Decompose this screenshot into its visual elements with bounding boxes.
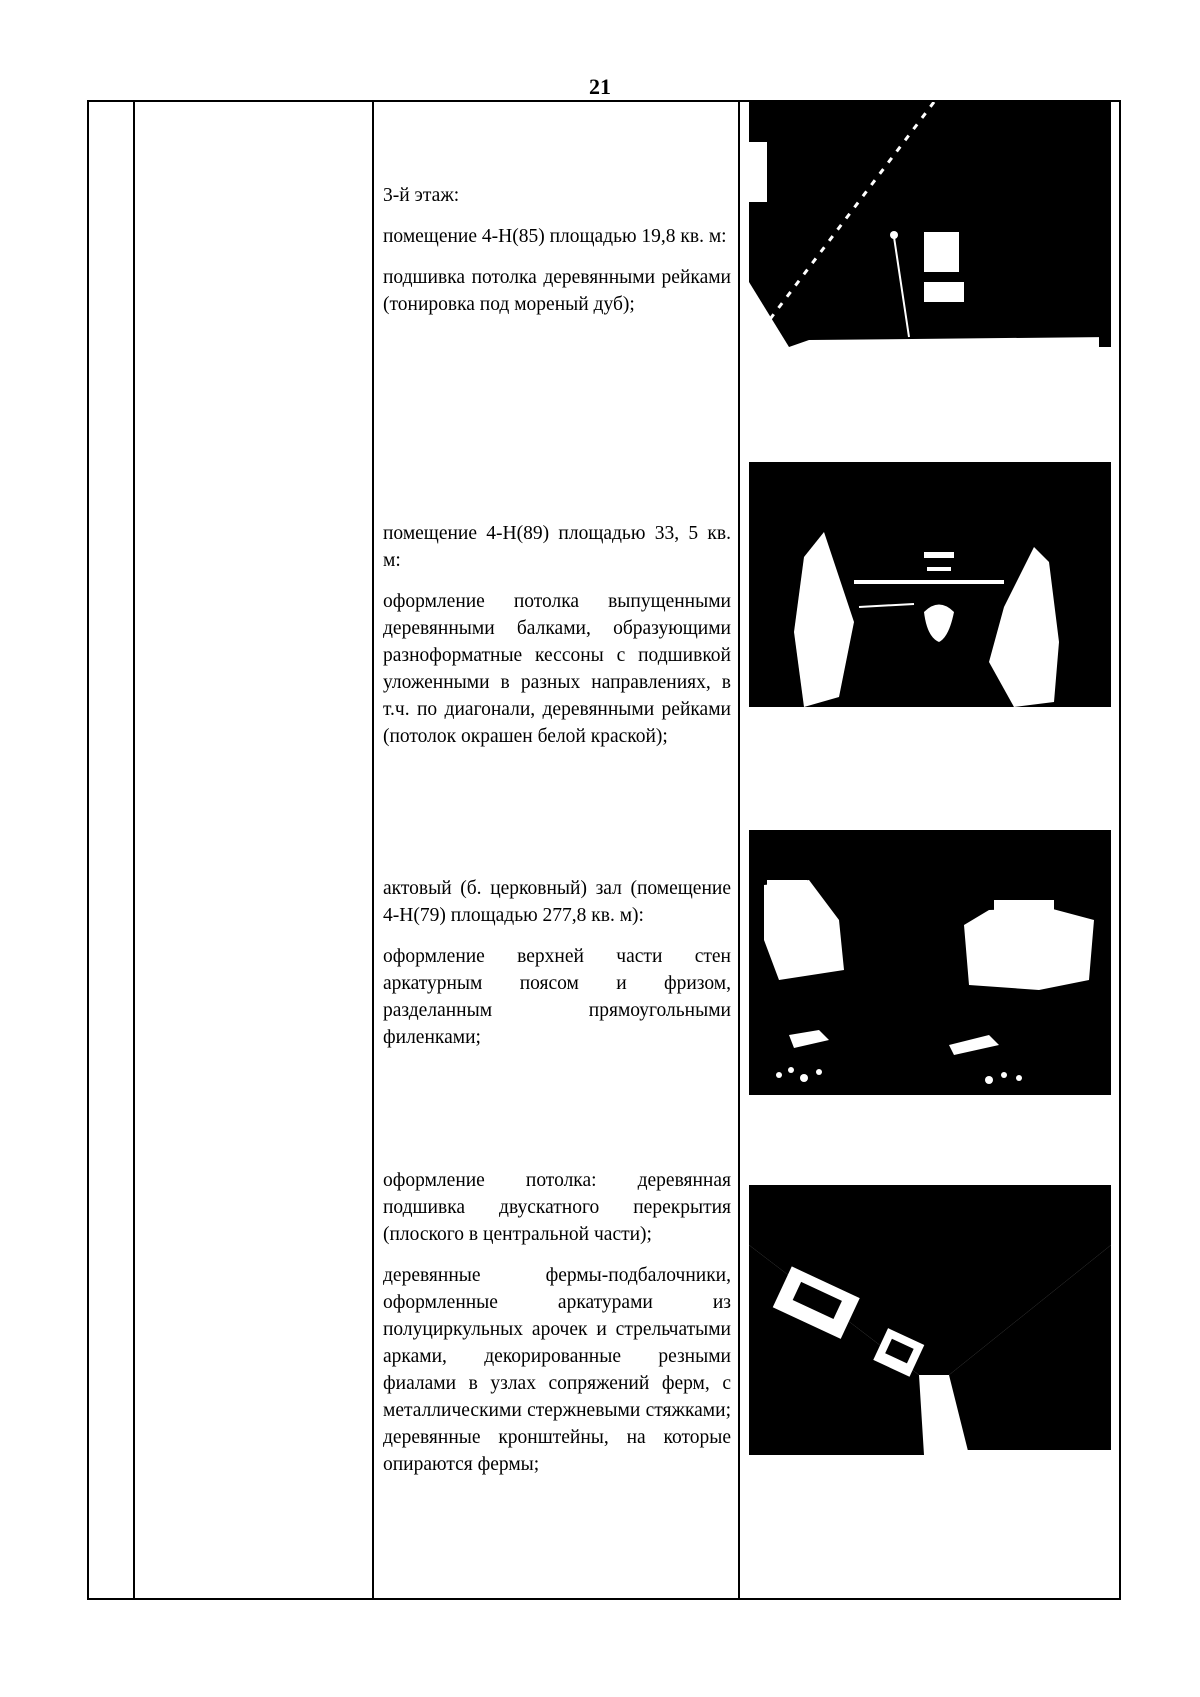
column-divider-3 (738, 102, 740, 1598)
feature-item: оформление потолка выпущенными деревянными балками, образующими разноформатные кессоны с подшивкой уложенными в разных направлениях, в т.ч. по диагонали, деревянными рейками (потолок окрашен белой краской); (383, 591, 731, 747)
room-description: помещение 4-Н(89) площадью 33, 5 кв. м: (383, 523, 731, 571)
feature-item: оформление верхней части стен аркатурным поясом и фризом, разделанным прямоугольными филенками; (383, 946, 731, 1048)
room-description: помещение 4-Н(85) площадью 19,8 кв. м: (383, 226, 727, 247)
photo-assembly-hall-walls (749, 830, 1111, 1095)
photo-assembly-hall-ceiling (749, 1185, 1111, 1455)
page-number: 21 (589, 74, 611, 99)
section-assembly-hall-ceiling (383, 1167, 731, 1492)
section-assembly-hall (383, 875, 731, 1065)
section-room-89 (383, 520, 731, 764)
section-3rd-floor-room-85 (383, 182, 731, 332)
feature-item: деревянные фермы-подбалочники, оформленные аркатурами из полуциркульных арочек и стрельчатыми арками, декорированные резными фиалами в узлах сопряжений ферм, с металлическими стержневыми стяжками; деревянные кронштейны, на которые опираются фермы; (383, 1265, 731, 1475)
feature-item: подшивка потолка деревянными рейками (тонировка под мореный дуб); (383, 267, 731, 315)
photo-coffered-ceiling (749, 462, 1111, 707)
column-divider-1 (133, 102, 135, 1598)
room-description: актовый (б. церковный) зал (помещение 4-Н(79) площадью 277,8 кв. м): (383, 878, 731, 926)
document-table (87, 100, 1121, 1600)
feature-item: оформление потолка: деревянная подшивка двускатного перекрытия (плоского в центральной части); (383, 1170, 731, 1245)
photo-ceiling-slats (749, 102, 1111, 347)
floor-heading: 3-й этаж: (383, 185, 460, 206)
column-divider-2 (372, 102, 374, 1598)
